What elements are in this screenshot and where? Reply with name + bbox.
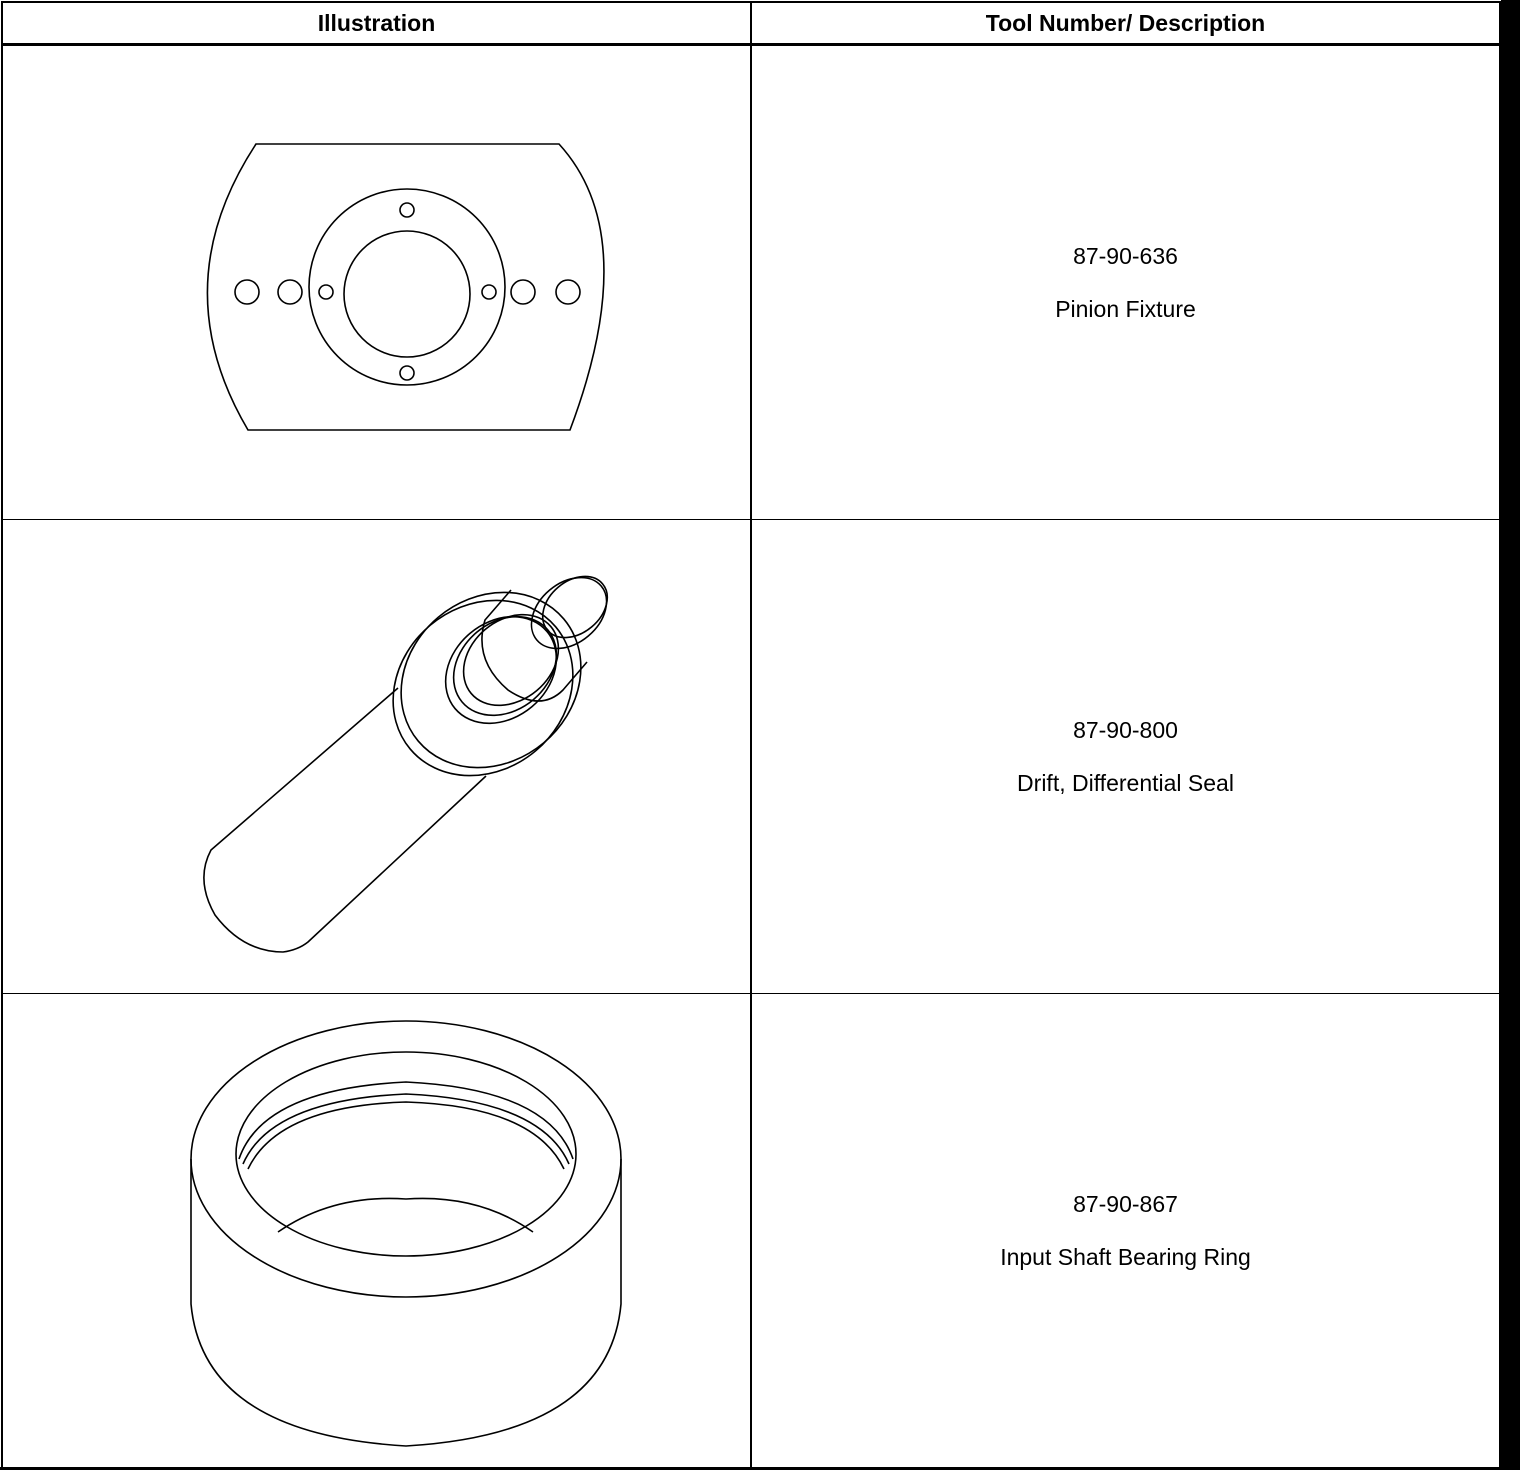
tool-description: Pinion Fixture: [1055, 295, 1196, 322]
illustration-cell: [2, 520, 751, 994]
description-cell: [751, 994, 1500, 1468]
illustration-cell: [2, 994, 751, 1468]
table-row: [2, 994, 1500, 1468]
description-cell: [751, 45, 1500, 520]
tool-number: 87-90-636: [1073, 242, 1178, 269]
illustration-cell: [2, 45, 751, 520]
right-edge-bar: [1501, 0, 1520, 1470]
table-header-row: [2, 2, 1500, 45]
column-header-tool: Tool Number/ Description: [751, 2, 1500, 45]
description-cell: [751, 520, 1500, 994]
bearing-ring-illustration: [3, 994, 809, 1467]
table-row: [2, 45, 1500, 520]
table-row: [2, 520, 1500, 994]
column-header-illustration: Illustration: [2, 2, 751, 45]
tool-table: [1, 1, 1501, 1468]
differential-seal-drift-illustration: [3, 520, 809, 993]
tool-number: 87-90-867: [1073, 1190, 1178, 1217]
pinion-fixture-illustration: [3, 46, 809, 519]
tool-description: Drift, Differential Seal: [1017, 769, 1234, 796]
tool-description: Input Shaft Bearing Ring: [1000, 1243, 1251, 1270]
tool-number: 87-90-800: [1073, 716, 1178, 743]
